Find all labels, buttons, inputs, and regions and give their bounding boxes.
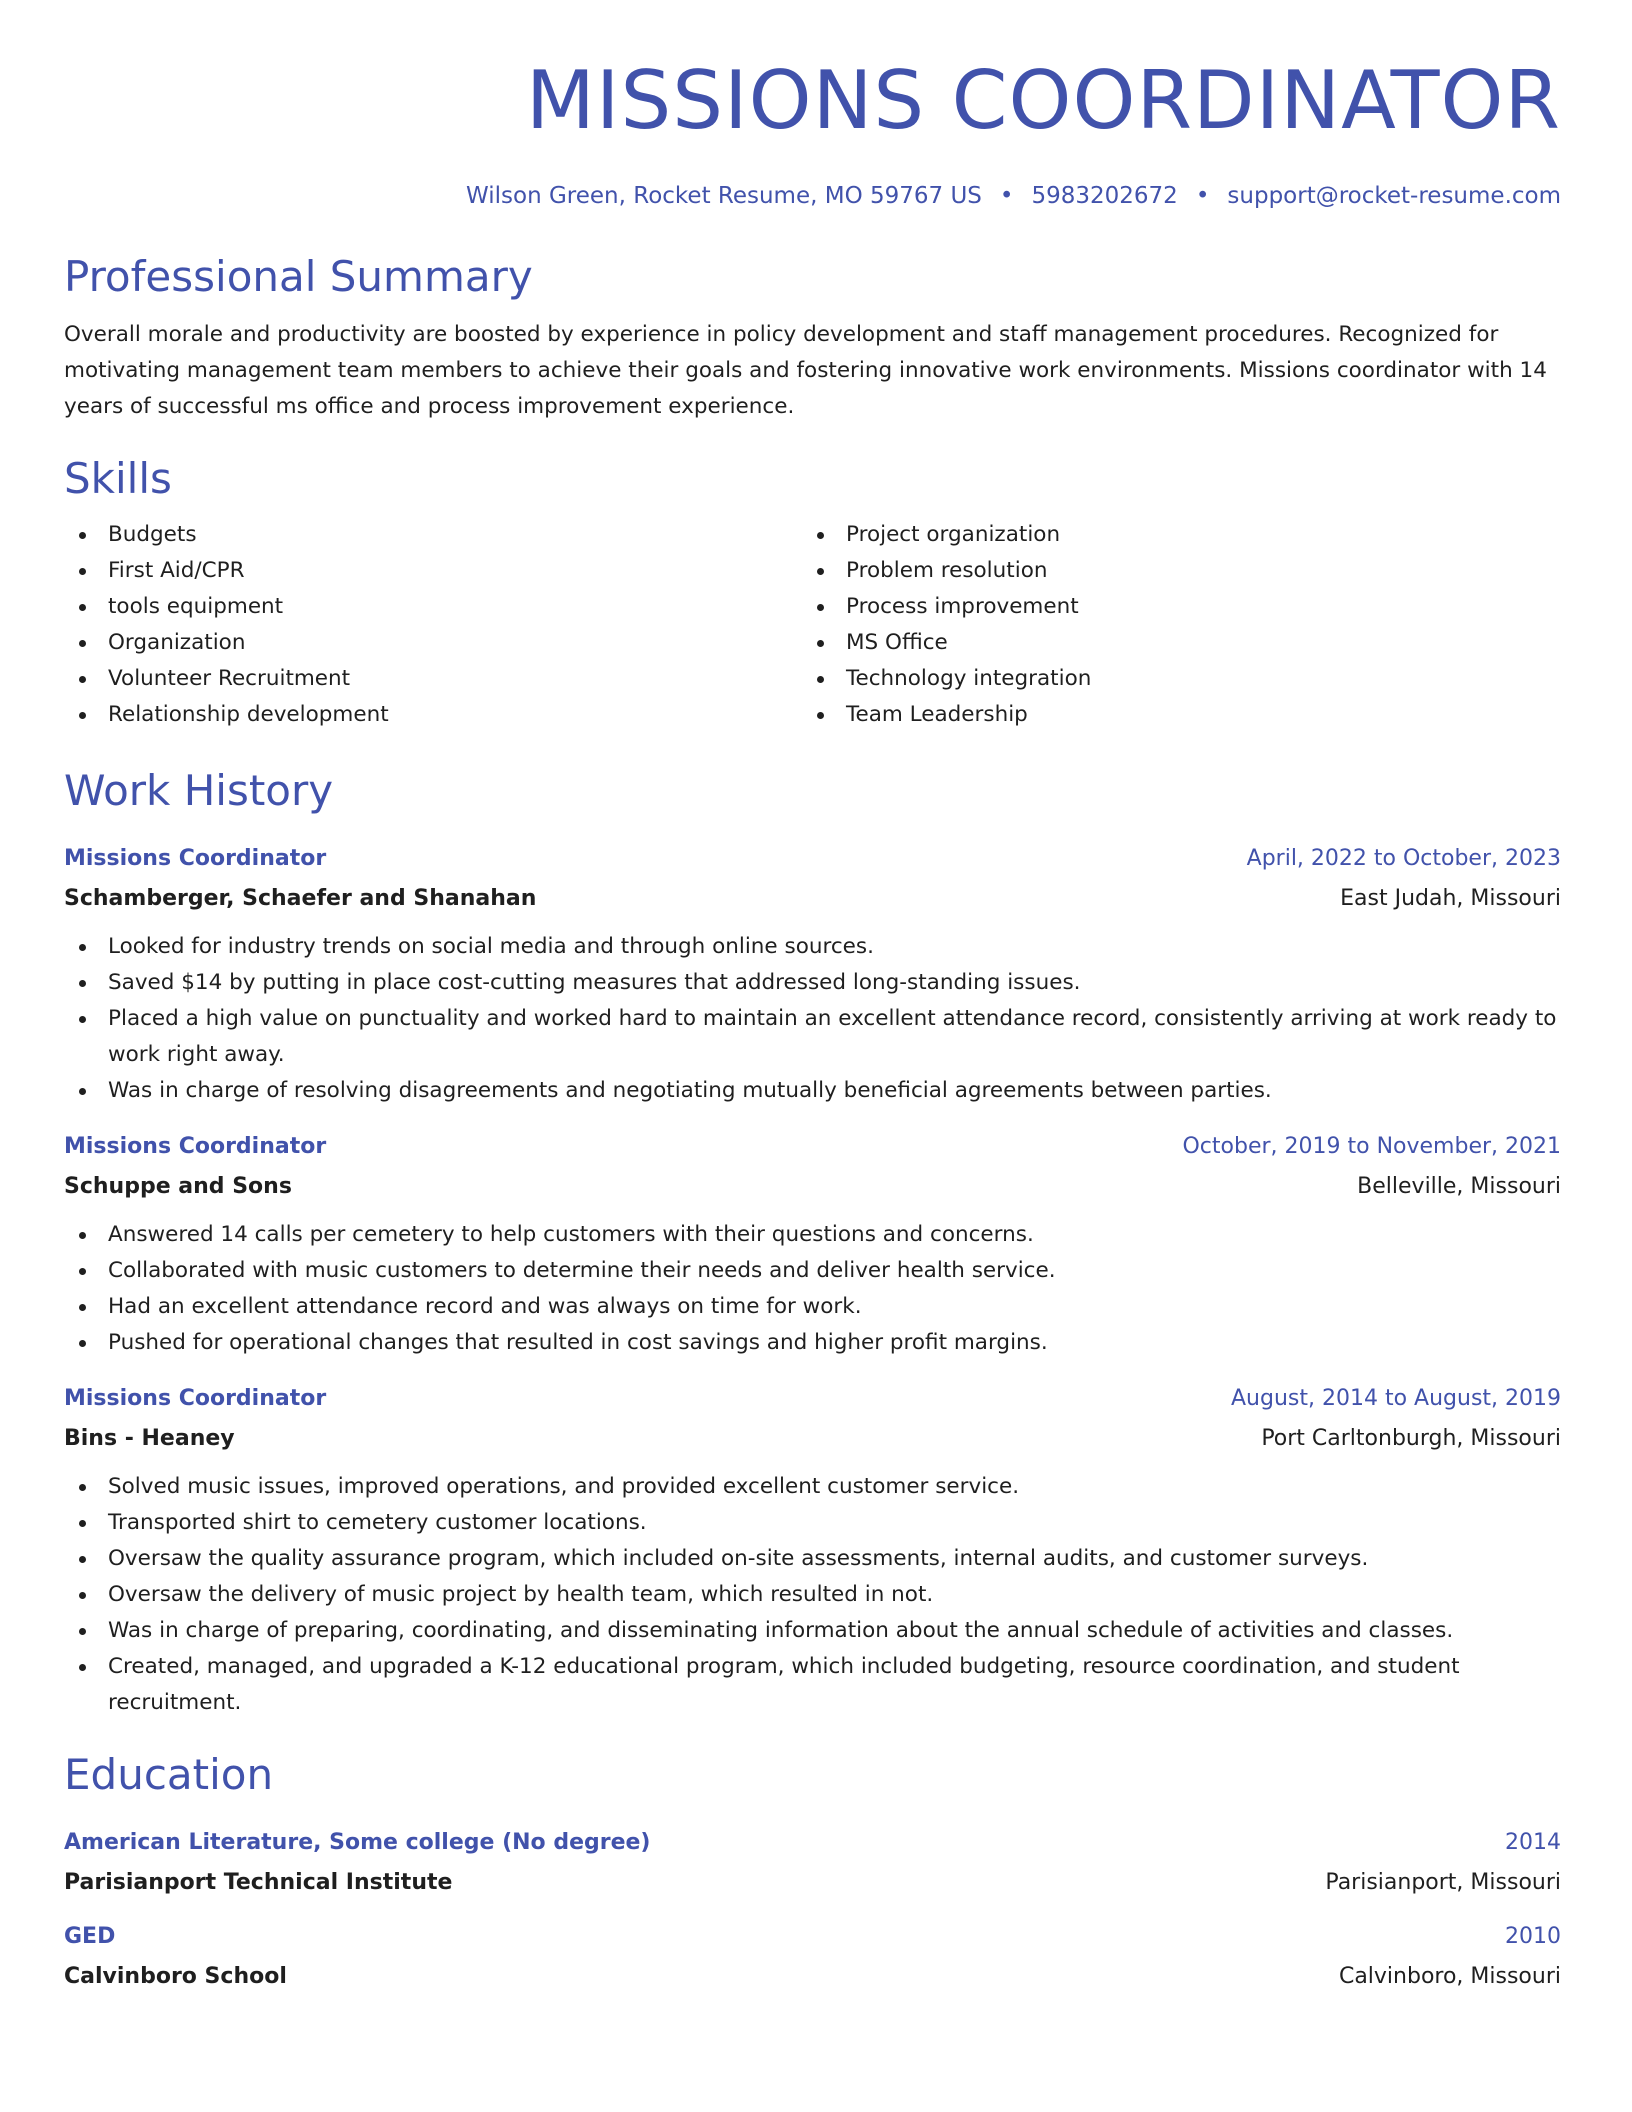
skill-item: Process improvement (802, 589, 1091, 625)
job-bullet: Saved $14 by putting in place cost-cutting measures that addressed long-standing issues. (64, 965, 1561, 1001)
education-header-row (64, 1827, 1561, 1859)
job-dates: August, 2014 to August, 2019 (1231, 1386, 1561, 1411)
skill-item: tools equipment (64, 589, 802, 625)
skill-item: Organization (64, 625, 802, 661)
skill-item: Technology integration (802, 661, 1091, 697)
summary-text: Overall morale and productivity are boosted by experience in policy development and staff management procedures. Recognized for motivating management team members to achieve their goals and fostering innovative work environments. Missions coordinator with 14 years of successful ms office and process improvement experience. (64, 322, 1547, 419)
job-bullet: Had an excellent attendance record and was always on time for work. (64, 1289, 1561, 1325)
job-entry (64, 1383, 1561, 1721)
job-bullet: Solved music issues, improved operations, and provided excellent customer service. (64, 1469, 1561, 1505)
job-company-row (64, 875, 1561, 915)
job-dates: October, 2019 to November, 2021 (1182, 1134, 1561, 1159)
education-school-row (64, 1859, 1561, 1899)
job-bullet: Looked for industry trends on social media and through online sources. (64, 929, 1561, 965)
job-bullet: Pushed for operational changes that resulted in cost savings and higher profit margins. (64, 1325, 1561, 1361)
job-company: Schuppe and Sons (64, 1174, 292, 1199)
job-role: Missions Coordinator (64, 1134, 327, 1159)
education-year: 2010 (1505, 1924, 1561, 1949)
education-degree: GED (64, 1924, 116, 1949)
skill-item: First Aid/CPR (64, 553, 802, 589)
job-bullet: Was in charge of preparing, coordinating, and disseminating information about the annual schedule of activities and classes. (64, 1613, 1561, 1649)
job-bullet: Created, managed, and upgraded a K-12 educational program, which included budgeting, resource coordination, and student recruitment. (64, 1649, 1561, 1721)
summary-heading: Professional Summary (64, 252, 533, 301)
work-history-heading: Work History (64, 766, 334, 815)
contact-separator: • (999, 183, 1014, 209)
job-company-row (64, 1163, 1561, 1203)
skill-item: Problem resolution (802, 553, 1091, 589)
job-company: Bins - Heaney (64, 1426, 235, 1451)
skills-list (64, 517, 1561, 733)
education-heading: Education (64, 1750, 274, 1799)
contact-phone: 5983202672 (1031, 183, 1178, 209)
skill-item: Team Leadership (802, 697, 1091, 733)
job-bullet: Oversaw the quality assurance program, which included on-site assessments, internal audits, and customer surveys. (64, 1541, 1561, 1577)
education-location: Calvinboro, Missouri (1338, 1964, 1561, 1989)
job-bullets (64, 1217, 1561, 1361)
resume-page (64, 52, 1561, 1993)
job-role: Missions Coordinator (64, 846, 327, 871)
job-bullet: Answered 14 calls per cemetery to help customers with their questions and concerns. (64, 1217, 1561, 1253)
job-entry (64, 1131, 1561, 1361)
education-degree: American Literature, Some college (No degree) (64, 1830, 651, 1855)
job-location: East Judah, Missouri (1340, 886, 1561, 911)
education-location: Parisianport, Missouri (1325, 1870, 1561, 1895)
job-location: Port Carltonburgh, Missouri (1261, 1426, 1561, 1451)
contact-email: support@rocket-resume.com (1227, 183, 1561, 209)
job-role: Missions Coordinator (64, 1386, 327, 1411)
job-header-row (64, 843, 1561, 875)
contact-line (64, 181, 1561, 211)
education-header-row (64, 1921, 1561, 1953)
job-company: Schamberger, Schaefer and Shanahan (64, 886, 537, 911)
education-school: Parisianport Technical Institute (64, 1870, 453, 1895)
job-bullet: Collaborated with music customers to determine their needs and deliver health service. (64, 1253, 1561, 1289)
education-year: 2014 (1505, 1830, 1561, 1855)
education-entry (64, 1827, 1561, 1899)
contact-separator: • (1195, 183, 1210, 209)
skill-item: Relationship development (64, 697, 802, 733)
contact-address: Wilson Green, Rocket Resume, MO 59767 US (466, 183, 982, 209)
skills-column-left (64, 517, 802, 733)
job-bullet: Oversaw the delivery of music project by health team, which resulted in not. (64, 1577, 1561, 1613)
skills-column-right (802, 517, 1091, 733)
job-bullets (64, 929, 1561, 1109)
job-header-row (64, 1383, 1561, 1415)
skills-heading: Skills (64, 454, 172, 503)
skill-item: MS Office (802, 625, 1091, 661)
education-school: Calvinboro School (64, 1964, 287, 1989)
skill-item: Project organization (802, 517, 1091, 553)
education-school-row (64, 1953, 1561, 1993)
job-entry (64, 843, 1561, 1109)
job-dates: April, 2022 to October, 2023 (1246, 846, 1561, 871)
job-bullet: Transported shirt to cemetery customer locations. (64, 1505, 1561, 1541)
job-header-row (64, 1131, 1561, 1163)
job-company-row (64, 1415, 1561, 1455)
skill-item: Budgets (64, 517, 802, 553)
education-entry (64, 1921, 1561, 1993)
job-bullet: Was in charge of resolving disagreements and negotiating mutually beneficial agreements between parties. (64, 1073, 1561, 1109)
job-bullets (64, 1469, 1561, 1721)
job-bullet: Placed a high value on punctuality and worked hard to maintain an excellent attendance record, consistently arriving at work ready to work right away. (64, 1001, 1561, 1073)
resume-title: MISSIONS COORDINATOR (525, 54, 1561, 147)
skill-item: Volunteer Recruitment (64, 661, 802, 697)
job-location: Belleville, Missouri (1357, 1174, 1561, 1199)
